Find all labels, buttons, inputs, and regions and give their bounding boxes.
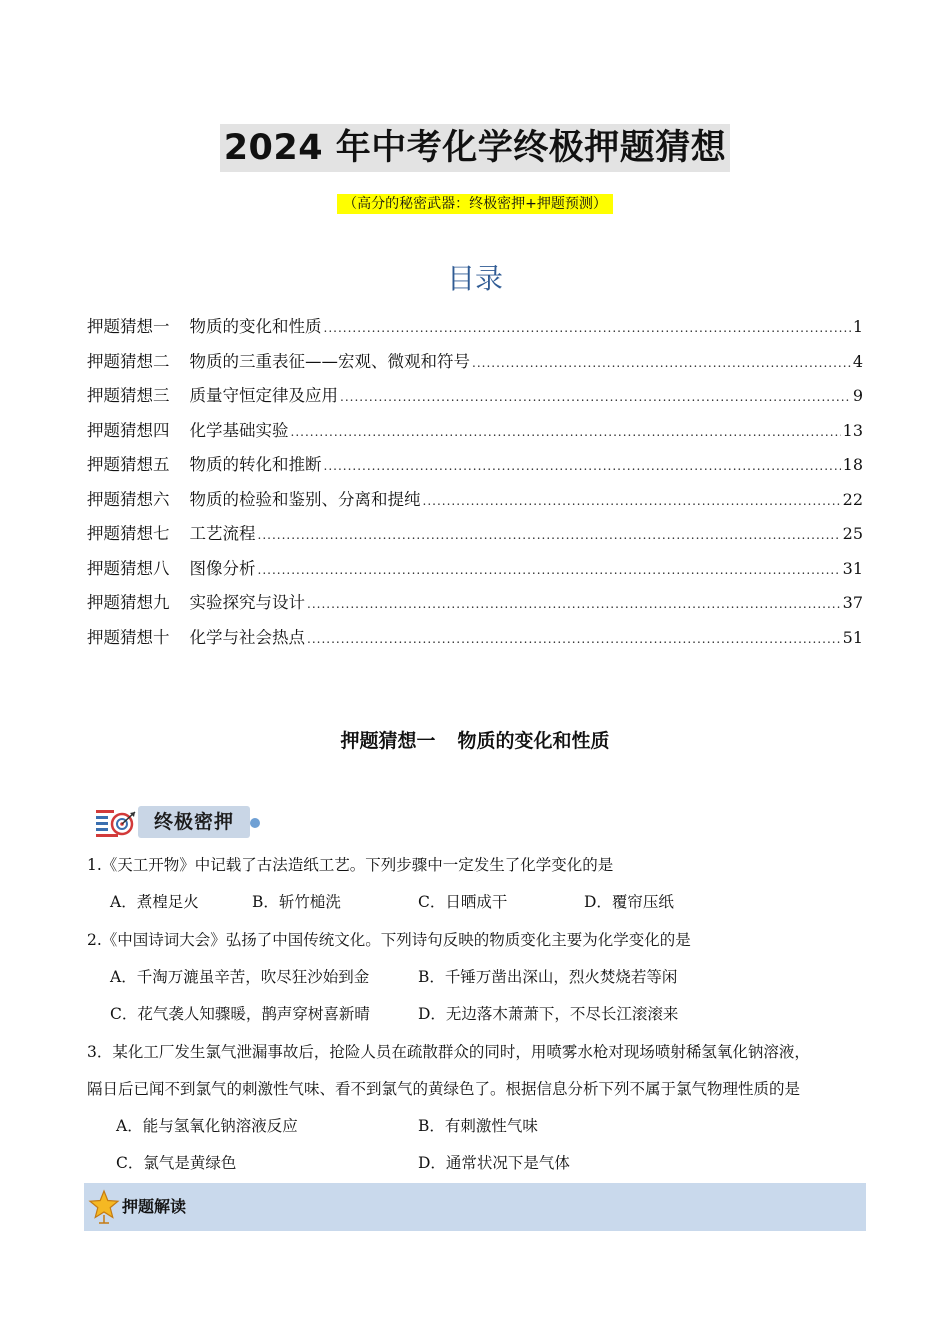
answer-option[interactable]: B．千锤万凿出深山，烈火焚烧若等闲 — [418, 968, 678, 986]
toc-leader — [472, 356, 851, 370]
question-stem: 隔日后已闻不到氯气的刺激性气味、看不到氯气的黄绿色了。根据信息分析下列不属于氯气物理性质的是 — [87, 1080, 801, 1098]
toc-row[interactable] — [87, 624, 863, 659]
toc-page-number: 31 — [842, 558, 863, 578]
question-stem: 2.《中国诗词大会》弘扬了中国传统文化。下列诗句反映的物质变化主要为化学变化的是 — [87, 931, 691, 949]
toc-label: 押题猜想五 — [87, 455, 170, 474]
toc-leader — [258, 528, 841, 542]
toc-label: 押题猜想十 — [87, 627, 170, 647]
analysis-label: 押题解读 — [122, 1197, 187, 1216]
toc-row[interactable] — [87, 348, 863, 383]
toc-row[interactable] — [87, 451, 863, 486]
toc-title: 物质的检验和鉴别、分离和提纯 — [189, 489, 421, 509]
toc-row[interactable] — [87, 313, 863, 348]
toc-title: 化学与社会热点 — [189, 627, 305, 647]
answer-option[interactable]: C．花气袭人知骤暖，鹊声穿树喜新晴 — [110, 1005, 370, 1023]
toc-page-number: 37 — [842, 593, 863, 612]
answer-option[interactable]: C．日晒成干 — [418, 893, 508, 911]
answer-option[interactable]: A．千淘万漉虽辛苦，吹尽狂沙始到金 — [110, 968, 370, 986]
document-subtitle: （高分的秘密武器：终极密押+押题预测） — [337, 194, 613, 214]
toc-row[interactable] — [87, 589, 863, 624]
toc-row[interactable] — [87, 520, 863, 555]
toc-label: 押题猜想四 — [87, 420, 170, 440]
badge-dot — [250, 818, 260, 828]
toc-label: 押题猜想三 — [87, 386, 170, 405]
title-wrap — [0, 124, 950, 172]
section-title: 物质的变化和性质 — [457, 730, 610, 752]
toc-label: 押题猜想六 — [87, 489, 170, 509]
toc-leader — [291, 425, 841, 439]
section-heading — [0, 726, 950, 756]
answer-option[interactable]: D．通常状况下是气体 — [418, 1154, 570, 1172]
toc-page-number: 13 — [842, 420, 863, 440]
toc-leader — [423, 494, 841, 508]
answer-option[interactable]: B．斩竹槌洗 — [252, 893, 341, 911]
toc-title: 物质的三重表征——宏观、微观和符号 — [189, 351, 470, 371]
star-icon — [88, 1189, 120, 1225]
toc-page-number: 25 — [842, 524, 863, 543]
final-prediction-badge — [94, 802, 264, 842]
answer-option[interactable]: D．无边落木萧萧下，不尽长江滚滚来 — [418, 1005, 679, 1023]
toc-label: 押题猜想一 — [87, 317, 170, 336]
toc-page-number: 51 — [842, 627, 863, 647]
toc-leader — [307, 632, 841, 646]
toc-label: 押题猜想九 — [87, 593, 170, 612]
toc-title: 实验探究与设计 — [189, 593, 305, 612]
toc-label: 押题猜想八 — [87, 558, 170, 578]
toc-row[interactable] — [87, 555, 863, 590]
question-stem: 1.《天工开物》中记载了古法造纸工艺。下列步骤中一定发生了化学变化的是 — [87, 856, 614, 874]
toc-title: 物质的转化和推断 — [189, 455, 322, 474]
toc-page-number: 1 — [852, 317, 863, 336]
subtitle-wrap — [0, 193, 950, 214]
answer-option[interactable]: B．有刺激性气味 — [418, 1117, 538, 1135]
toc-leader — [258, 563, 841, 577]
question-stem: 3．某化工厂发生氯气泄漏事故后，抢险人员在疏散群众的同时，用喷雾水枪对现场喷射稀氢氧化钠溶液， — [87, 1043, 810, 1061]
target-icon — [94, 806, 138, 840]
toc-leader — [307, 597, 841, 611]
toc-title: 图像分析 — [189, 558, 256, 578]
toc-title: 工艺流程 — [189, 524, 256, 543]
toc-row[interactable] — [87, 486, 863, 521]
toc-leader — [340, 390, 851, 404]
toc-page-number: 22 — [842, 489, 863, 509]
toc-label: 押题猜想二 — [87, 351, 170, 371]
toc-row[interactable] — [87, 382, 863, 417]
answer-option[interactable]: C．氯气是黄绿色 — [116, 1154, 237, 1172]
toc-leader — [324, 321, 851, 335]
document-title: 2024 年中考化学终极押题猜想 — [220, 124, 731, 172]
toc-title: 质量守恒定律及应用 — [189, 386, 338, 405]
answer-option[interactable]: A．能与氢氧化钠溶液反应 — [116, 1117, 298, 1135]
toc-page-number: 4 — [852, 351, 863, 371]
answer-option[interactable]: D．覆帘压纸 — [584, 893, 674, 911]
answer-option[interactable]: A．煮楻足火 — [110, 893, 199, 911]
badge-label: 终极密押 — [153, 811, 234, 833]
analysis-bar — [84, 1183, 866, 1231]
toc-title: 物质的变化和性质 — [189, 317, 322, 336]
toc-row[interactable] — [87, 417, 863, 452]
toc-page-number: 9 — [852, 386, 863, 405]
section-label: 押题猜想一 — [340, 730, 436, 752]
toc-title: 化学基础实验 — [189, 420, 289, 440]
toc-label: 押题猜想七 — [87, 524, 170, 543]
toc-leader — [324, 459, 841, 473]
toc-heading: 目录 — [446, 262, 503, 295]
toc-page-number: 18 — [842, 455, 863, 474]
table-of-contents — [87, 313, 863, 658]
